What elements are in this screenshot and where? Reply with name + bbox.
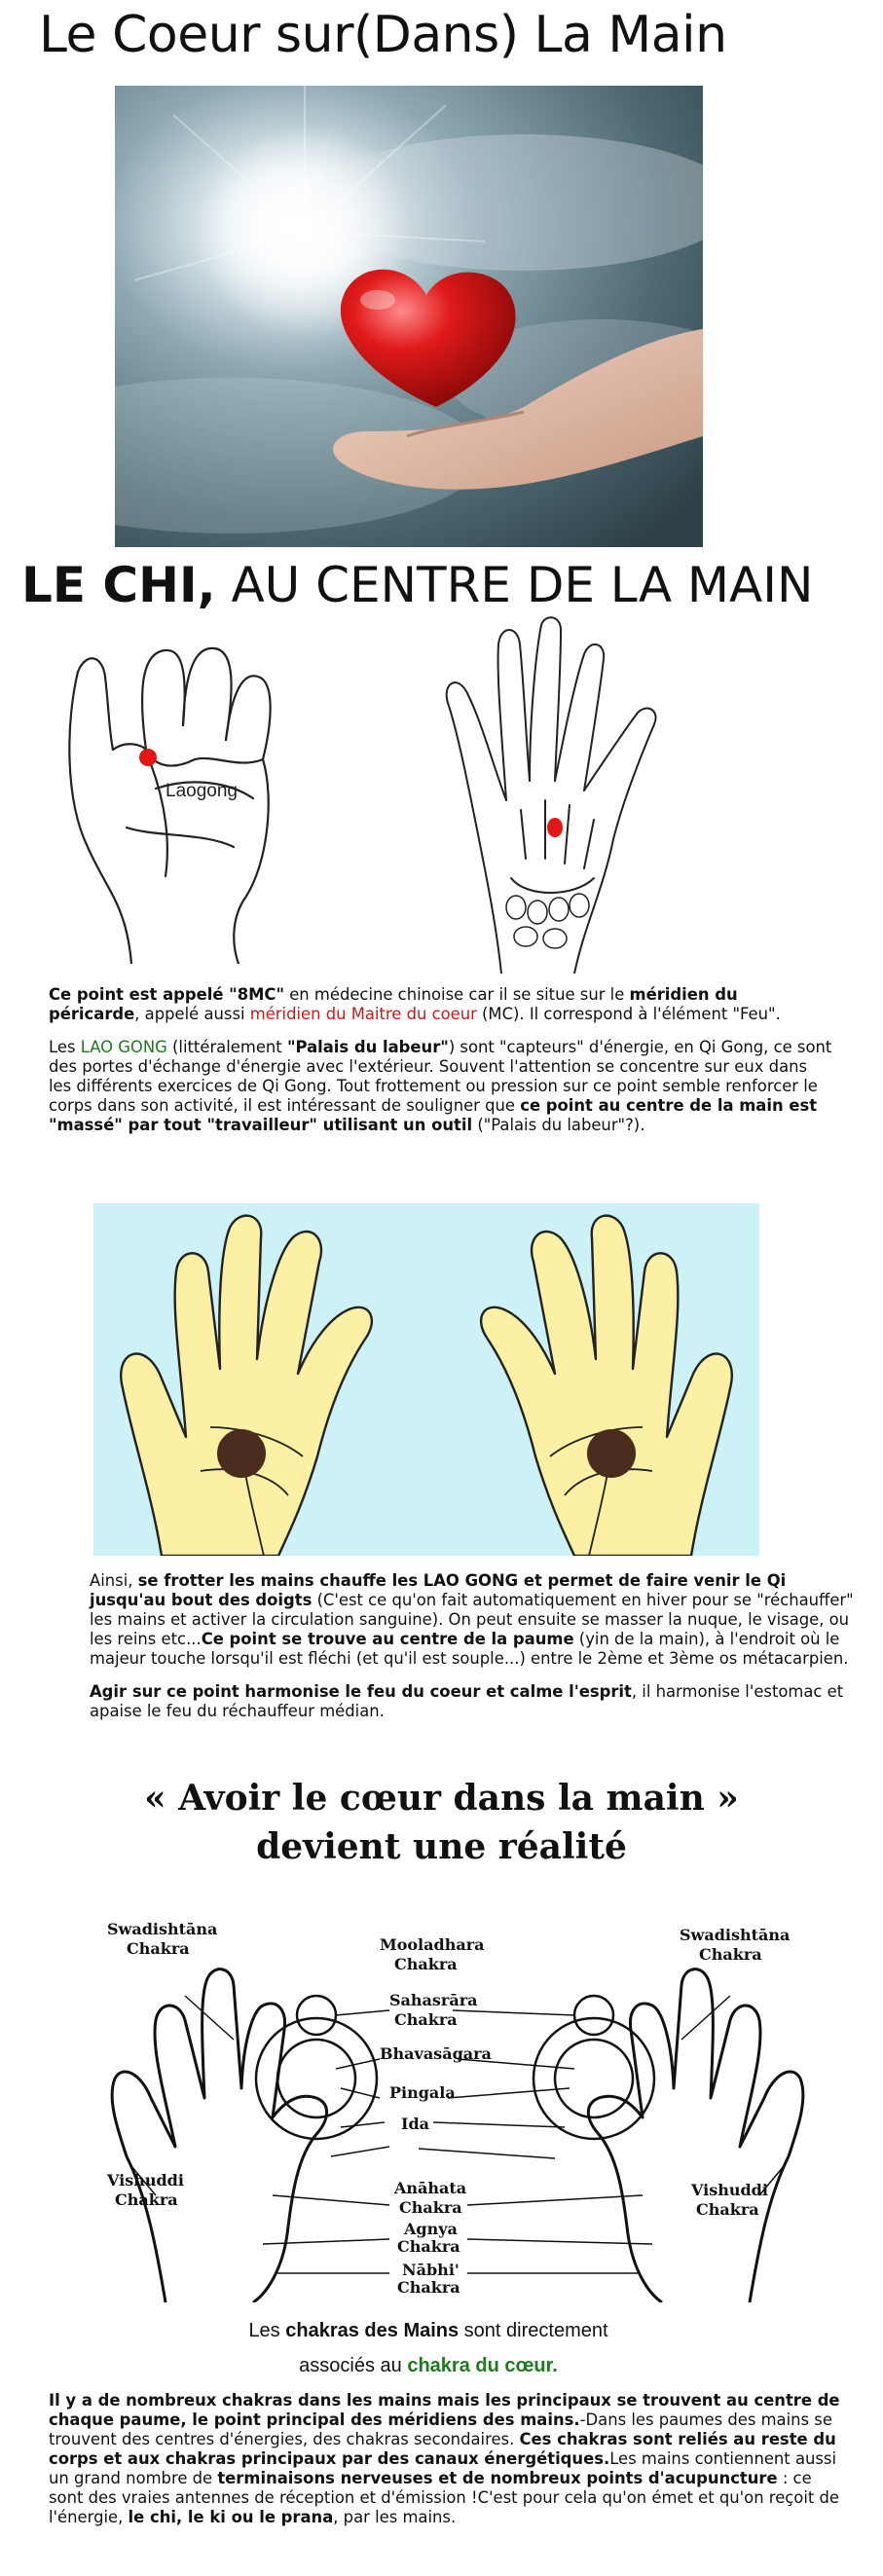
hand-skeleton-sketch	[428, 615, 681, 974]
paragraph-frotter	[90, 1571, 859, 1669]
section-title-rest: AU CENTRE DE LA MAIN	[215, 557, 814, 613]
caption-line-1	[156, 2313, 701, 2348]
page-title: Le Coeur sur(Dans) La Main	[39, 6, 727, 64]
p2-c: (littéralement	[166, 1038, 287, 1056]
chakra-nabhi: Nābhi'	[402, 2261, 460, 2279]
chakra-mool: Mooladhara	[380, 1935, 485, 1954]
chakra-vish-left-chakra: Chakra	[115, 2190, 178, 2209]
caption-c: sont directement	[459, 2320, 608, 2341]
caption-line-2	[156, 2348, 701, 2383]
chakra-vish-right: Vishuddi	[691, 2181, 768, 2199]
chakra-vish-left: Vishuddi	[107, 2171, 184, 2190]
p5-bold-e: terminaisons nerveuses et de nombreux points d'acupuncture	[217, 2469, 778, 2487]
p3-e: (yin de la main), à l'endroit où le majeur touche lorsqu'il est fléchi (et qu'il est souple...) entre le 2ème et 3ème os métacarpien.	[90, 1630, 849, 1668]
left-palm-point	[217, 1429, 266, 1478]
paragraph-chakras	[49, 2391, 847, 2527]
p1-b: en médecine chinoise car il se situe sur le	[284, 985, 630, 1004]
p5-f: : ce sont des vraies antennes de réception et d'émission !C'est pour cela qu'on émet et qu'on reçoit de l'énergie,	[49, 2469, 839, 2526]
p5-d: Les mains contiennent aussi un grand nombre de	[49, 2449, 837, 2487]
chakra-caption	[156, 2313, 701, 2383]
laogong-hand-sketch	[58, 633, 292, 964]
caption-green-e: chakra du cœur.	[407, 2355, 558, 2376]
p1-bold-c: méridien du péricarde	[49, 985, 738, 1023]
chakra-agnya-chakra: Chakra	[397, 2237, 460, 2256]
section-title-bold: LE CHI,	[21, 557, 216, 613]
p5-bold-g: le chi, le ki ou le prana	[128, 2508, 334, 2526]
chakra-pingala: Pingala	[389, 2083, 456, 2102]
p4-b: , il harmonise l'estomac et apaise le feu du réchauffeur médian.	[90, 1682, 844, 1720]
text-block-1	[49, 985, 832, 1149]
p2-a: Les	[49, 1038, 81, 1056]
p2-bold-f: ce point au centre de la main est "massé" par tout "travailleur" utilisant un outil	[49, 1096, 818, 1134]
chakra-vish-right-chakra: Chakra	[696, 2200, 759, 2219]
paragraph-8mc	[49, 985, 832, 1024]
chakra-ida: Ida	[401, 2115, 430, 2133]
chakra-swad-left-chakra: Chakra	[127, 1939, 190, 1958]
p3-c: (C'est ce qu'on fait automatiquement en hiver pour se "réchauffer" les mains et activer la circulation sanguine). On peut ensuite se masser la nuque, le visage, ou les reins etc...	[90, 1591, 854, 1648]
p2-e: ) sont "capteurs" d'énergie, en Qi Gong, ce sont des portes d'échange d'énergie avec l'extérieur. Souvent l'attention se concentre sur eux dans les différents exercices de Qi Gong. Tout frottement ou pression sur ce point semble renforcer le corps dans son activité, il est intéressant de souligner que	[49, 1038, 832, 1115]
p1-red-e: méridien du Maitre du coeur	[249, 1005, 477, 1023]
chakra-swad-right-chakra: Chakra	[699, 1945, 762, 1964]
text-block-3	[49, 2391, 847, 2541]
chakra-sahas: Sahasrāra	[389, 1991, 478, 2009]
chakra-bhava: Bhavasāgara	[380, 2044, 492, 2063]
p1-bold-a: Ce point est appelé "8MC"	[49, 985, 284, 1004]
paragraph-agir	[90, 1682, 859, 1721]
p2-green-b: LAO GONG	[80, 1038, 167, 1056]
chakra-swad-left: Swadishtāna	[107, 1920, 218, 1938]
chakra-sahas-chakra: Chakra	[394, 2010, 458, 2029]
caption-d: associés au	[299, 2355, 408, 2376]
p5-bold-c: Ces chakras sont reliés au reste du corps et aux chakras principaux par des canaux énergétiques.	[49, 2430, 836, 2468]
paragraph-lao-gong	[49, 1038, 832, 1135]
p3-bold-b: se frotter les mains chauffe les LAO GONG et permet de faire venir le Qi jusqu'au bout des doigts	[90, 1571, 787, 1609]
p4-bold-a: Agir sur ce point harmonise le feu du coeur et calme l'esprit	[90, 1682, 632, 1701]
text-block-2	[90, 1571, 859, 1735]
p5-h: , par les mains.	[333, 2508, 457, 2526]
p5-bold-a: Il y a de nombreux chakras dans les mains mais les principaux se trouvent au centre de chaque paume, le point principal des méridiens des mains.	[49, 2391, 840, 2429]
p1-f: (MC). Il correspond à l'élément "Feu".	[476, 1005, 781, 1023]
p1-d: , appelé aussi	[134, 1005, 250, 1023]
laogong-red-dot	[139, 749, 157, 766]
chakra-nabhi-chakra: Chakra	[397, 2278, 460, 2297]
p3-bold-d: Ce point se trouve au centre de la paume	[201, 1630, 574, 1648]
chakra-anah-chakra: Chakra	[399, 2198, 462, 2217]
p3-a: Ainsi,	[90, 1571, 138, 1590]
chakra-swad-right: Swadishtāna	[680, 1926, 791, 1944]
heart-in-hand-quote	[0, 1774, 883, 1871]
laogong-red-dot-2	[547, 818, 563, 837]
yellow-hands-image	[93, 1203, 759, 1556]
heart-in-hand-image	[115, 86, 703, 547]
caption-bold-b: chakras des Mains	[285, 2320, 460, 2341]
chakra-anah: Anāhata	[394, 2179, 467, 2197]
p2-bold-d: "Palais du labeur"	[286, 1038, 449, 1056]
section-title	[21, 557, 859, 613]
chakra-agnya: Agnya	[404, 2220, 458, 2238]
p2-g: ("Palais du labeur"?).	[472, 1116, 645, 1134]
chakra-mool-chakra: Chakra	[394, 1955, 458, 1973]
quote-line-2: devient une réalité	[256, 1826, 627, 1867]
right-palm-point	[587, 1429, 636, 1478]
laogong-label: Laogong	[166, 781, 238, 801]
quote-line-1: « Avoir le cœur dans la main »	[144, 1778, 739, 1819]
caption-a: Les	[248, 2320, 286, 2341]
p5-b: -Dans les paumes des mains se trouvent des centres d'énergies, des chakras secondaires.	[49, 2410, 832, 2448]
chakra-hands-diagram	[97, 1903, 818, 2302]
